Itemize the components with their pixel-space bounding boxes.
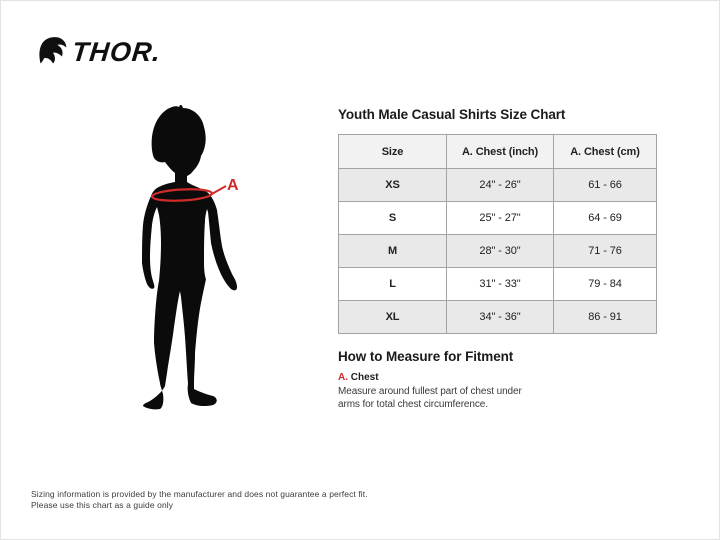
table-row-l xyxy=(339,268,657,301)
disclaimer xyxy=(31,489,368,511)
table-row-m xyxy=(339,235,657,268)
disclaimer-line-2: Please use this chart as a guide only xyxy=(31,500,174,510)
chest-inch-cell: 31" - 33" xyxy=(447,268,554,301)
how-to-measure-title: How to Measure for Fitment xyxy=(338,349,514,364)
table-row-xs xyxy=(339,169,657,202)
chest-inch-cell: 25" - 27" xyxy=(447,202,554,235)
chest-cm-cell: 86 - 91 xyxy=(554,301,657,334)
table-header-row xyxy=(339,135,657,169)
chest-cm-cell: 71 - 76 xyxy=(554,235,657,268)
chest-marker-label: A xyxy=(227,177,239,194)
size-cell: M xyxy=(339,235,447,268)
chest-inch-cell: 28" - 30" xyxy=(447,235,554,268)
col-header-size: Size xyxy=(339,135,447,169)
table-row-s xyxy=(339,202,657,235)
measurement-figure xyxy=(101,91,331,431)
thor-wordmark: THOR. xyxy=(70,36,163,67)
col-header-chest-cm: A. Chest (cm) xyxy=(554,135,657,169)
size-cell: S xyxy=(339,202,447,235)
child-silhouette xyxy=(142,105,237,410)
size-cell: XS xyxy=(339,169,447,202)
chest-cm-cell: 79 - 84 xyxy=(554,268,657,301)
size-cell: L xyxy=(339,268,447,301)
chest-marker-line xyxy=(210,186,226,195)
col-header-chest-inch: A. Chest (inch) xyxy=(447,135,554,169)
thor-ram-icon xyxy=(37,35,69,69)
measure-item-name: Chest xyxy=(350,372,379,383)
measure-item-chest xyxy=(338,372,379,383)
size-chart-title: Youth Male Casual Shirts Size Chart xyxy=(338,107,566,122)
thor-logo xyxy=(37,35,161,69)
measure-item-description: Measure around fullest part of chest under arms for total chest circumference. xyxy=(338,386,522,410)
size-chart-table xyxy=(338,134,657,334)
table-row-xl xyxy=(339,301,657,334)
measure-item-marker: A. xyxy=(338,372,348,383)
chest-inch-cell: 24" - 26" xyxy=(447,169,554,202)
chest-inch-cell: 34" - 36" xyxy=(447,301,554,334)
disclaimer-line-1: Sizing information is provided by the manufacturer and does not guarantee a perfect fit. xyxy=(31,489,368,499)
size-cell: XL xyxy=(339,301,447,334)
chest-cm-cell: 64 - 69 xyxy=(554,202,657,235)
chest-cm-cell: 61 - 66 xyxy=(554,169,657,202)
